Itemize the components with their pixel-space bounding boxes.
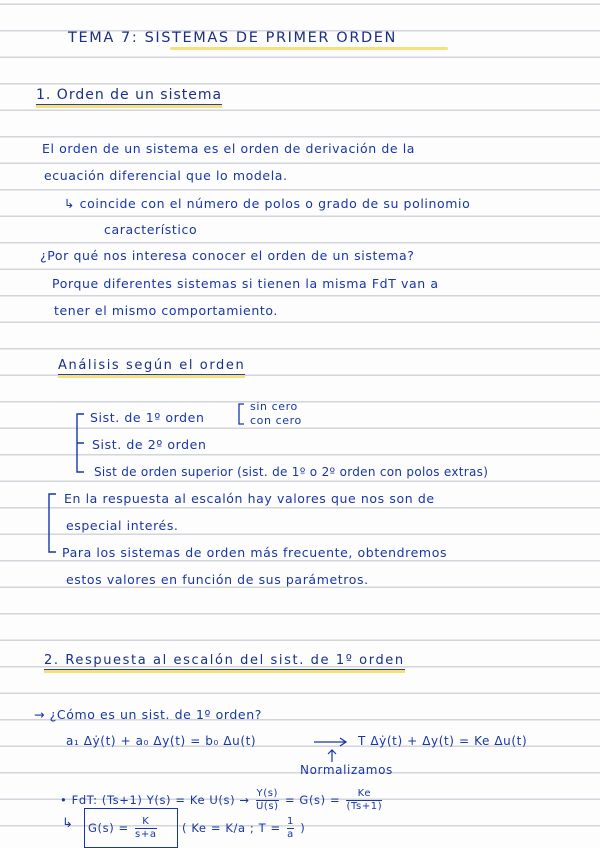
note1-line1: En la respuesta al escalón hay valores que nos son de — [64, 491, 435, 506]
frac2-den: (Ts+1) — [346, 801, 383, 812]
arrow-line1: ↳ coincide con el número de polos o grado de su polinomio — [64, 196, 471, 211]
analysis-heading-text: Análisis según el orden — [58, 358, 246, 373]
params-close: ) — [300, 821, 306, 835]
arrow-line2: característico — [104, 222, 198, 237]
list-second-order: Sist. de 2º orden — [92, 437, 207, 452]
section-2-heading-text: 2. Respuesta al escalón del sist. de 1º orden — [44, 653, 405, 668]
frac1-num: Y(s) — [256, 788, 279, 799]
title-highlight — [170, 47, 448, 50]
para1-line2: ecuación diferencial que lo modela. — [44, 168, 288, 183]
fdt-equation: (Ts+1) Y(s) = Ke U(s) → — [101, 793, 250, 807]
frac2-num: Ke — [346, 788, 382, 801]
box-den: s+a — [135, 829, 157, 840]
note1-line2: especial interés. — [66, 518, 179, 533]
fdt-label: • FdT: — [60, 793, 98, 807]
fraction-1-a — [287, 816, 294, 841]
sub-bracket — [236, 402, 246, 426]
params-left: ( Ke = K/a ; T = — [182, 821, 281, 835]
gs-equals: = G(s) = — [284, 793, 341, 807]
normalize-arrow — [326, 748, 338, 764]
list-first-order: Sist. de 1º orden — [90, 410, 205, 425]
note2-line2: estos valores en función de sus parámetros. — [66, 572, 369, 587]
section2-question: → ¿Cómo es un sist. de 1º orden? — [34, 707, 262, 722]
gs-box-content — [88, 816, 159, 841]
note2-line1: Para los sistemas de orden más frecuente, obtendremos — [62, 545, 448, 560]
para1-line1: El orden de un sistema es el orden de derivación de la — [42, 141, 416, 156]
list-bracket — [74, 412, 88, 476]
page-title: TEMA 7: SISTEMAS DE PRIMER ORDEN — [68, 30, 397, 46]
section-1-heading — [36, 87, 222, 105]
fraction-k — [135, 816, 157, 841]
params-line — [182, 816, 305, 841]
eq-right: T Δẏ(t) + Δy(t) = Ke Δu(t) — [358, 734, 528, 748]
list-higher-order: Sist de orden superior (sist. de 1º o 2º orden con polos extras) — [94, 465, 489, 479]
question-line: ¿Por qué nos interesa conocer el orden de un sistema? — [40, 248, 415, 263]
eq-left: a₁ Δẏ(t) + a₀ Δy(t) = b₀ Δu(t) — [66, 734, 257, 748]
frac1-den: U(s) — [255, 801, 279, 812]
notes-bracket — [46, 492, 58, 556]
box-arrow: ↳ — [62, 816, 74, 831]
analysis-heading — [58, 358, 245, 375]
eq-arrow — [312, 736, 352, 748]
fraction-ys-us — [256, 788, 279, 813]
list-con-cero: con cero — [250, 414, 302, 427]
answer-line2: tener el mismo comportamiento. — [54, 303, 278, 318]
box-gs-label: G(s) = — [88, 821, 129, 835]
box-num: K — [135, 816, 157, 829]
fraction-ke — [346, 788, 382, 813]
section-2-heading — [44, 653, 405, 670]
params-num: 1 — [286, 816, 294, 827]
params-den: a — [287, 829, 294, 840]
list-sin-cero: sin cero — [250, 400, 298, 413]
normalize-label: Normalizamos — [300, 763, 393, 777]
answer-line1: Porque diferentes sistemas si tienen la misma FdT van a — [52, 276, 439, 291]
section-1-heading-text: 1. Orden de un sistema — [36, 87, 223, 103]
